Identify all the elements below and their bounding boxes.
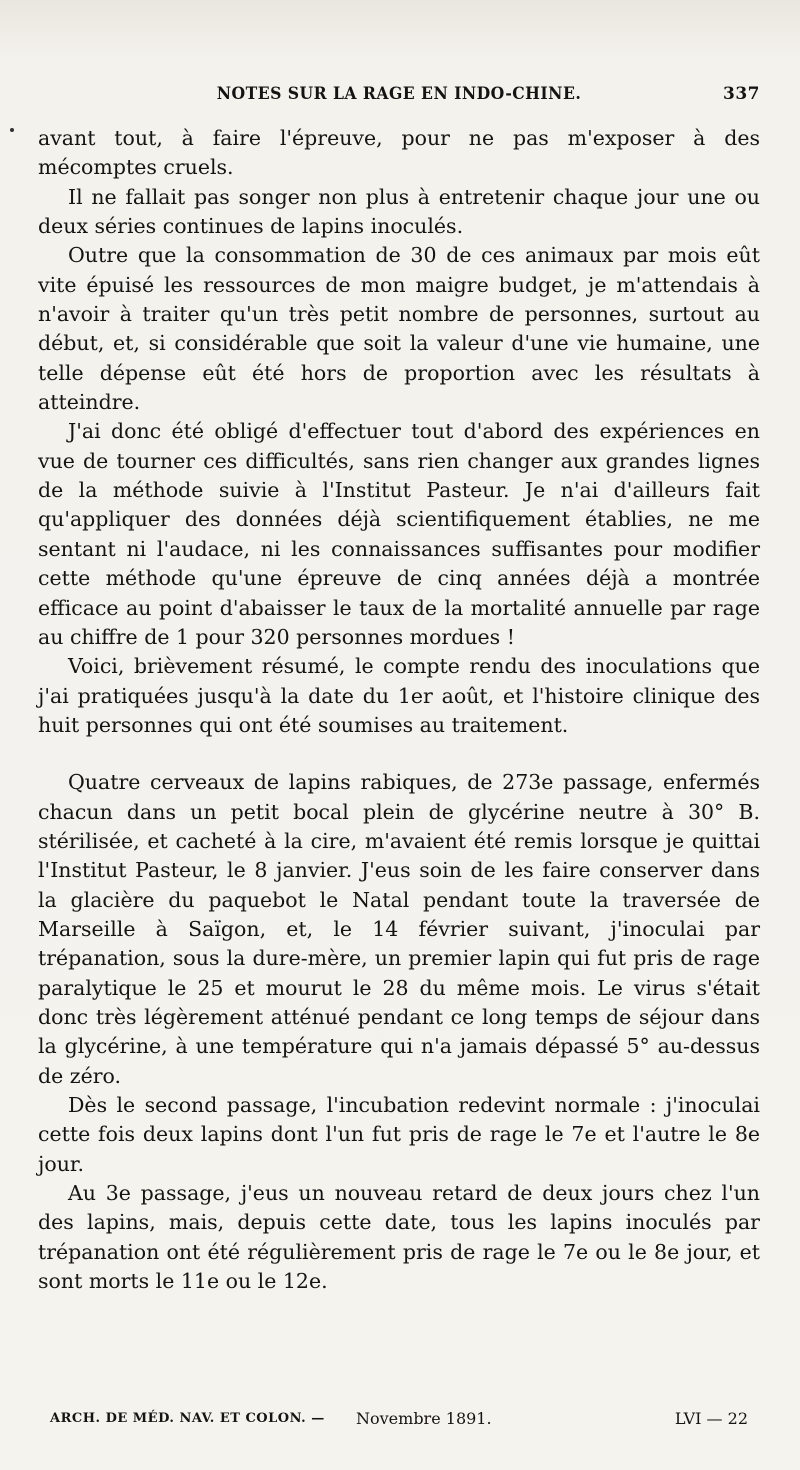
paragraph: Dès le second passage, l'incubation redevint normale : j'inoculai cette fois deux lapins dont l'un fut pris de rage le 7e et l'autre le 8e jour. [38, 1093, 760, 1176]
paragraph-continuation: avant tout, à faire l'épreuve, pour ne pas m'exposer à des mécomptes cruels. [38, 126, 760, 180]
paragraph: J'ai donc été obligé d'effectuer tout d'abord des expériences en vue de tourner ces difficultés, sans rien changer aux grandes lignes de la méthode suivie à l'Institut Pasteur. Je n'ai d'ailleurs fait qu'appliquer des données déjà scientifiquement établies, ne me sentant ni l'audace, ni les connaissances suffisantes pour modifier cette méthode qu'une épreuve de cinq années déjà a montrée efficace au point d'abaisser le taux de la mortalité annuelle par rage au chiffre de 1 pour 320 personnes mordues ! [38, 419, 760, 649]
signature-mark: LVI — 22 [674, 1409, 748, 1428]
paragraph: Il ne fallait pas songer non plus à entretenir chaque jour une ou deux séries continues de lapins inoculés. [38, 184, 760, 239]
running-header [38, 84, 760, 114]
paragraph: Outre que la consommation de 30 de ces animaux par mois eût vite épuisé les ressources de mon maigre budget, je m'attendais à n'avoir à traiter qu'un très petit nombre de personnes, surtout au début, et, si considérable que soit la valeur d'une vie humaine, une telle dépense eût été hors de proportion avec les résultats à atteindre. [38, 243, 760, 415]
running-title: NOTES SUR LA RAGE EN INDO-CHINE. [216, 84, 582, 104]
paragraph: Voici, brièvement résumé, le compte rendu des inoculations que j'ai pratiquées jusqu'à la date du 1er août, et l'histoire clinique des huit personnes qui ont été soumises au traitement. [38, 654, 760, 737]
body-text [38, 124, 760, 1296]
section-gap [38, 740, 760, 768]
page-footer [38, 1411, 760, 1435]
issue-date: Novembre 1891. [356, 1409, 492, 1428]
page-number: 337 [723, 84, 760, 104]
margin-mark [10, 128, 14, 132]
paragraph: Au 3e passage, j'eus un nouveau retard de deux jours chez l'un des lapins, mais, depuis cette date, tous les lapins inoculés par trépanation ont été régulièrement pris de rage le 7e ou le 8e jour, et sont morts le 11e ou le 12e. [38, 1181, 760, 1294]
journal-abbreviation: ARCH. DE MÉD. NAV. ET COLON. — [50, 1411, 325, 1426]
paragraph: Quatre cerveaux de lapins rabiques, de 273e passage, enfermés chacun dans un petit bocal plein de glycérine neutre à 30° B. stérilisée, et cacheté à la cire, m'avaient été remis lorsque je quittai l'Institut Pasteur, le 8 janvier. J'eus soin de les faire conserver dans la glacière du paquebot le Natal pendant toute la traversée de Marseille à Saïgon, et, le 14 février suivant, j'inoculai par trépanation, sous la dure-mère, un premier lapin qui fut pris de rage paralytique le 25 et mourut le 28 du même mois. Le virus s'était donc très légèrement atténué pendant ce long temps de séjour dans la glycérine, à une température qui n'a jamais dépassé 5° au-dessus de zéro. [38, 770, 760, 1088]
